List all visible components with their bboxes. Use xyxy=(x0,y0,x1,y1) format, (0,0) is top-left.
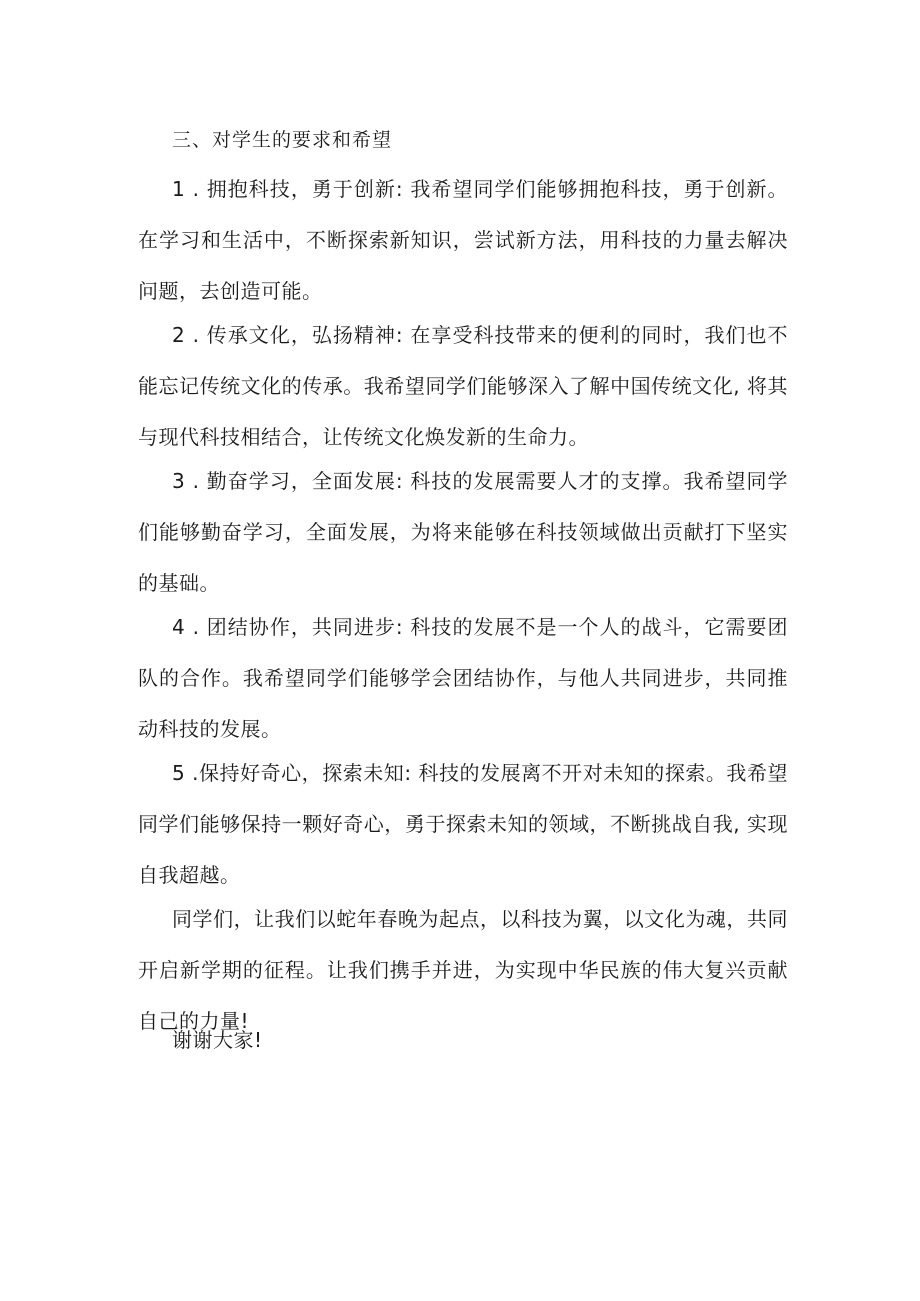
paragraph-requirement-3: 3 . 勤奋学习，全面发展: 科技的发展需要人才的支撑。我希望同学们能够勤奋学习，全面发展，为将来能够在科技领域做出贡献打下坚实的基础。 xyxy=(138,469,788,595)
closing-thanks: 谢谢大家! xyxy=(172,1028,263,1052)
paragraph-requirement-1: 1 . 拥抱科技，勇于创新: 我希望同学们能够拥抱科技，勇于创新。在学习和生活中，不断探索新知识，尝试新方法，用科技的力量去解决问题，去创造可能。 xyxy=(138,177,788,303)
section-heading: 三、对学生的要求和希望 xyxy=(172,129,393,151)
paragraph-requirement-2: 2 . 传承文化，弘扬精神: 在享受科技带来的便利的同时，我们也不能忘记传统文化的传承。我希望同学们能够深入了解中国传统文化, 将其与现代科技相结合，让传统文化焕发新的生命力。 xyxy=(138,323,788,449)
paragraph-requirement-5: 5 .保持好奇心，探索未知: 科技的发展离不开对未知的探索。我希望同学们能够保持一颗好奇心，勇于探索未知的领域，不断挑战自我, 实现自我超越。 xyxy=(138,761,788,887)
paragraph-requirement-4: 4 . 团结协作，共同进步: 科技的发展不是一个人的战斗，它需要团队的合作。我希望同学们能够学会团结协作，与他人共同进步，共同推动科技的发展。 xyxy=(138,615,788,741)
paragraph-conclusion: 同学们，让我们以蛇年春晚为起点，以科技为翼，以文化为魂，共同开启新学期的征程。让我们携手并进，为实现中华民族的伟大复兴贡献自己的力量! xyxy=(138,907,788,1033)
